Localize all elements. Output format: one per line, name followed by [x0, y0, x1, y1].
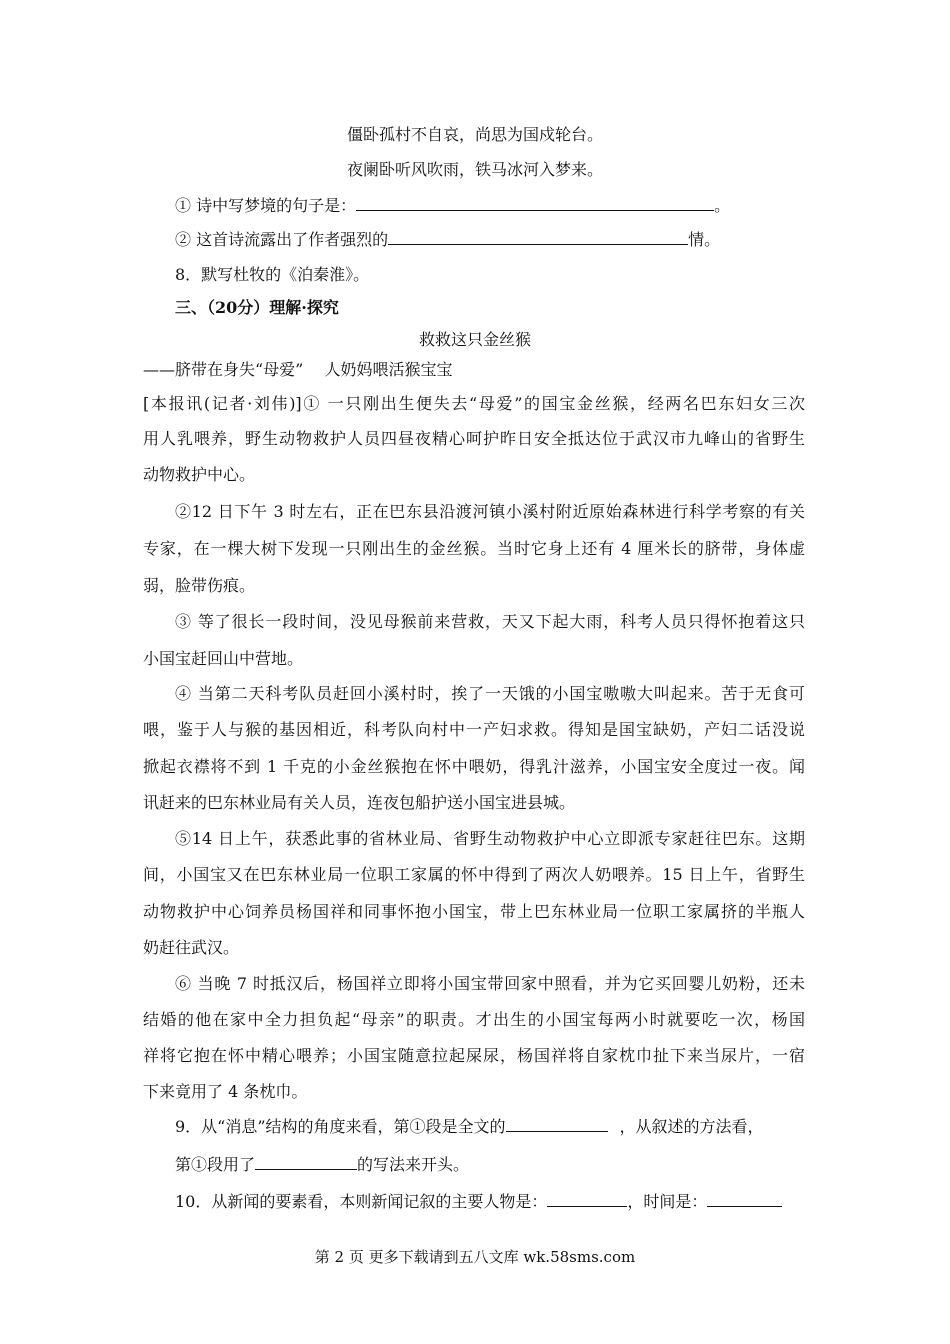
question-9-text-d: 的写法来开头。 — [357, 1155, 470, 1174]
article-line: 讯赶来的巴东林业局有关人员，连夜包船护送小国宝进县城。 — [143, 793, 576, 812]
article-line: 祥将它抱在怀中精心喂养；小国宝随意拉起屎尿，杨国祥将自家枕巾扯下来当尿片，一宿 — [143, 1046, 805, 1065]
article-line: ⑥ 当晚 7 时抵汉后，杨国祥立即将小国宝带回家中照看，并为它买回婴儿奶粉，还未 — [175, 974, 805, 993]
article-line: 小国宝赶回山中营地。 — [143, 649, 304, 668]
article-line: 奶赶往武汉。 — [143, 938, 240, 957]
question-10-text-a: 10．从新闻的要素看，本则新闻记叙的主要人物是： — [175, 1192, 548, 1211]
article-line: 动物救护中心。 — [143, 465, 256, 484]
question-7-1 — [175, 196, 730, 216]
article-line: ③ 等了很长一段时间，没见母猴前来营救，天又下起大雨，科考人员只得怀抱着这只 — [175, 612, 805, 631]
question-9-text-a: 9．从“消息”结构的角度来看，第①段是全文的 — [175, 1117, 506, 1136]
article-line: 喂，鉴于人与猴的基因相近，科考队向村中一产妇求救。得知是国宝缺奶，产妇二话没说 — [143, 720, 805, 739]
question-9-text-c: 第①段用了 — [175, 1155, 256, 1174]
page-footer: 第 2 页 更多下载请到五八文库 wk.58sms.com — [314, 1248, 636, 1266]
poem-line-2: 夜阑卧听风吹雨，铁马冰河入梦来。 — [346, 160, 603, 179]
question-7-2-suffix: 情。 — [688, 230, 721, 249]
section-3-heading: 三、（20分）理解·探究 — [175, 298, 339, 317]
question-7-2 — [175, 230, 720, 250]
article-line: [本报讯(记者·刘伟)]① 一只刚出生便失去“母爱”的国宝金丝猴，经两名巴东妇女三次 — [143, 394, 805, 413]
article-line: 间，小国宝又在巴东林业局一位职工家属的怀中得到了两次人奶喂养。15 日上午，省野生 — [143, 865, 805, 884]
question-10-text-b: ，时间是： — [627, 1192, 708, 1211]
article-line: 用人乳喂养，野生动物救护人员四昼夜精心呵护昨日安全抵达位于武汉市九峰山的省野生 — [143, 429, 805, 448]
article-subtitle: ——脐带在身失“母爱” 人奶妈喂活猴宝宝 — [143, 360, 453, 379]
article-line: 结婚的他在家中全力担负起“母亲”的职责。才出生的小国宝每两小时就要吃一次，杨国 — [143, 1010, 805, 1029]
answer-blank[interactable] — [707, 1192, 782, 1207]
question-9-line-1 — [175, 1117, 764, 1137]
article-line: 下来竟用了 4 条枕巾。 — [143, 1082, 308, 1101]
article-line: 动物救护中心饲养员杨国祥和同事怀抱小国宝，带上巴东林业局一位职工家属挤的半瓶人 — [143, 902, 805, 921]
question-9-text-b: ，从叙述的方法看， — [619, 1117, 764, 1136]
question-9-line-2 — [175, 1155, 469, 1175]
answer-blank[interactable] — [255, 1155, 357, 1170]
answer-blank[interactable] — [388, 230, 688, 245]
question-10 — [175, 1192, 782, 1212]
answer-blank[interactable] — [506, 1117, 608, 1132]
article-line: ④ 当第二天科考队员赶回小溪村时，挨了一天饿的小国宝嗷嗷大叫起来。苦于无食可 — [175, 684, 805, 703]
answer-blank[interactable] — [356, 196, 714, 211]
article-line: 专家，在一棵大树下发现一只刚出生的金丝猴。当时它身上还有 4 厘米长的脐带，身体虚 — [143, 539, 805, 558]
question-7-1-suffix: 。 — [714, 196, 731, 215]
answer-blank[interactable] — [547, 1192, 627, 1207]
question-7-1-prefix: ① 诗中写梦境的句子是： — [175, 196, 357, 215]
question-8: 8．默写杜牧的《泊秦淮》。 — [175, 265, 370, 284]
poem-line-1: 僵卧孤村不自哀，尚思为国戍轮台。 — [346, 125, 603, 144]
article-line: ②12 日下午 3 时左右，正在巴东县沿渡河镇小溪村附近原始森林进行科学考察的有关 — [175, 502, 805, 521]
article-title: 救救这只金丝猴 — [418, 330, 531, 349]
question-7-2-prefix: ② 这首诗流露出了作者强烈的 — [175, 230, 389, 249]
article-line: 弱，脸带伤痕。 — [143, 576, 256, 595]
article-line: ⑤14 日上午，获悉此事的省林业局、省野生动物救护中心立即派专家赶往巴东。这期 — [175, 829, 805, 848]
article-line: 掀起衣襟将不到 1 千克的小金丝猴抱在怀中喂奶，得乳汁滋养，小国宝安全度过一夜。闻 — [143, 757, 805, 776]
